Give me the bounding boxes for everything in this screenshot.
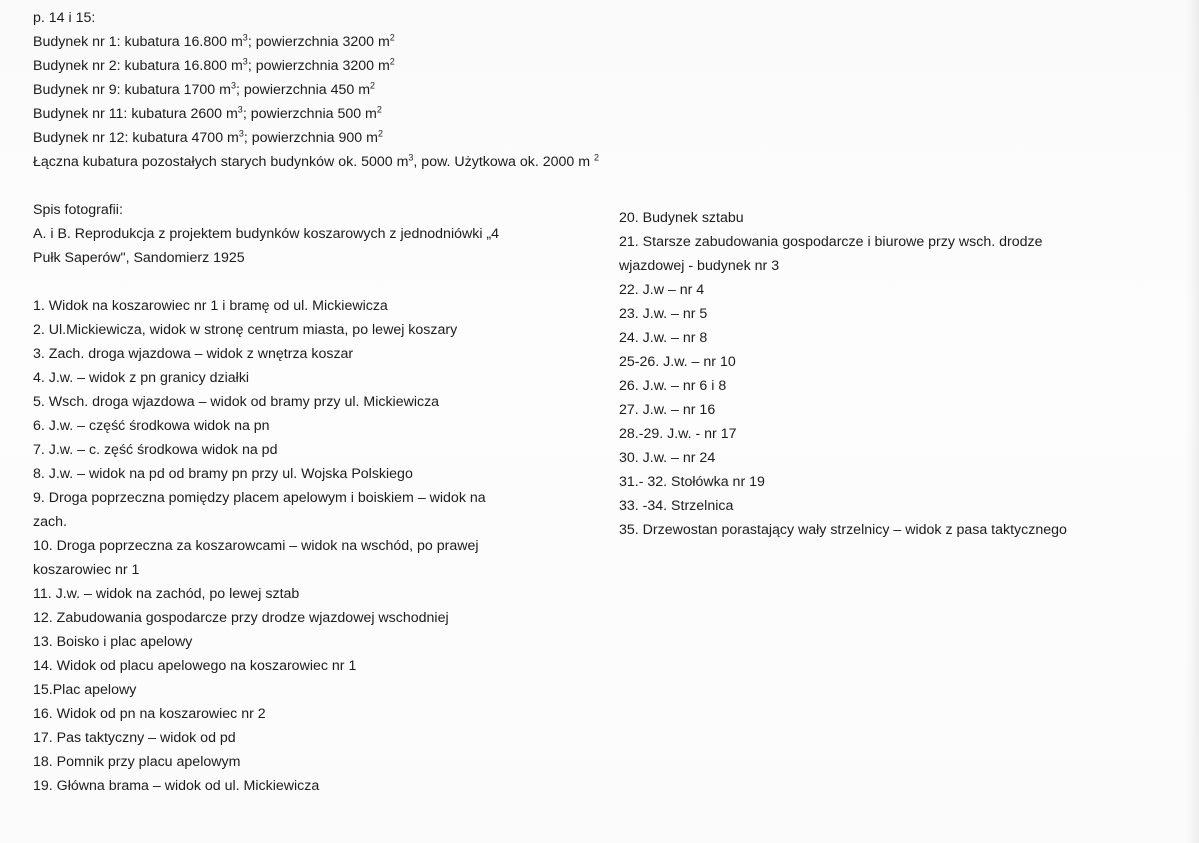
- photo-list-item: 30. J.w. – nr 24: [619, 450, 716, 466]
- photo-list-item: 25-26. J.w. – nr 10: [619, 354, 736, 370]
- photo-list-item: wjazdowej - budynek nr 3: [619, 258, 780, 274]
- page-reference: p. 14 i 15:: [33, 10, 96, 26]
- photo-intro-line: Pułk Saperów", Sandomierz 1925: [33, 250, 245, 266]
- photo-list-heading: Spis fotografii:: [33, 202, 123, 218]
- photo-list-item: 22. J.w – nr 4: [619, 282, 705, 298]
- photo-list-item: 7. J.w. – c. zęść środkowa widok na pd: [33, 442, 278, 458]
- building-line: Budynek nr 2: kubatura 16.800 $m^3$; powierzchnia 3200 $m^2$: [33, 56, 395, 74]
- photo-list-item: 16. Widok od pn na koszarowiec nr 2: [33, 706, 266, 722]
- photo-list-item: 33. -34. Strzelnica: [619, 498, 734, 514]
- photo-list-item: 6. J.w. – część środkowa widok na pn: [33, 418, 270, 434]
- total-volume-line: Łączna kubatura pozostałych starych budynków ok. 5000 $m^3$, pow. Użytkowa ok. 2000 m $^2$: [33, 152, 600, 170]
- scan-edge-shadow: [1185, 0, 1199, 843]
- photo-list-item: 3. Zach. droga wjazdowa – widok z wnętrza koszar: [33, 346, 354, 362]
- photo-list-item: 26. J.w. – nr 6 i 8: [619, 378, 727, 394]
- photo-list-item: 24. J.w. – nr 8: [619, 330, 708, 346]
- photo-list-item: 28.-29. J.w. - nr 17: [619, 426, 737, 442]
- photo-list-item: 5. Wsch. droga wjazdowa – widok od bramy przy ul. Mickiewicza: [33, 394, 440, 410]
- photo-list-item: 17. Pas taktyczny – widok od pd: [33, 730, 236, 746]
- photo-list-item: 19. Główna brama – widok od ul. Mickiewicza: [33, 778, 320, 794]
- photo-list-item: 18. Pomnik przy placu apelowym: [33, 754, 241, 770]
- photo-list-item: 35. Drzewostan porastający wały strzelnicy – widok z pasa taktycznego: [619, 522, 1067, 538]
- photo-list-item: 11. J.w. – widok na zachód, po lewej sztab: [33, 586, 300, 602]
- photo-list-item: 8. J.w. – widok na pd od bramy pn przy ul. Wojska Polskiego: [33, 466, 413, 482]
- photo-list-item: 21. Starsze zabudowania gospodarcze i biurowe przy wsch. drodze: [619, 234, 1043, 250]
- photo-list-item: 27. J.w. – nr 16: [619, 402, 716, 418]
- photo-list-item: 4. J.w. – widok z pn granicy działki: [33, 370, 250, 386]
- building-line: Budynek nr 1: kubatura 16.800 $m^3$; powierzchnia 3200 $m^2$: [33, 32, 395, 50]
- building-line: Budynek nr 11: kubatura 2600 $m^3$; powierzchnia 500 $m^2$: [33, 104, 382, 122]
- photo-list-item: 12. Zabudowania gospodarcze przy drodze wjazdowej wschodniej: [33, 610, 449, 626]
- photo-list-item: 20. Budynek sztabu: [619, 210, 744, 226]
- photo-list-item: 1. Widok na koszarowiec nr 1 i bramę od ul. Mickiewicza: [33, 298, 388, 314]
- photo-list-item: 14. Widok od placu apelowego na koszarowiec nr 1: [33, 658, 357, 674]
- photo-list-item: zach.: [33, 514, 67, 530]
- photo-intro-line: A. i B. Reprodukcja z projektem budynków koszarowych z jednodniówki „4: [33, 226, 500, 242]
- photo-list-item: 10. Droga poprzeczna za koszarowcami – widok na wschód, po prawej: [33, 538, 479, 554]
- photo-list-item: koszarowiec nr 1: [33, 562, 140, 578]
- photo-list-item: 23. J.w. – nr 5: [619, 306, 708, 322]
- photo-list-item: 15.Plac apelowy: [33, 682, 137, 698]
- photo-list-item: 9. Droga poprzeczna pomiędzy placem apelowym i boiskiem – widok na: [33, 490, 486, 506]
- photo-list-item: 2. Ul.Mickiewicza, widok w stronę centrum miasta, po lewej koszary: [33, 322, 458, 338]
- photo-list-item: 31.- 32. Stołówka nr 19: [619, 474, 765, 490]
- photo-list-item: 13. Boisko i plac apelowy: [33, 634, 193, 650]
- building-line: Budynek nr 9: kubatura 1700 $m^3$; powierzchnia 450 $m^2$: [33, 80, 376, 98]
- building-line: Budynek nr 12: kubatura 4700 $m^3$; powierzchnia 900 $m^2$: [33, 128, 383, 146]
